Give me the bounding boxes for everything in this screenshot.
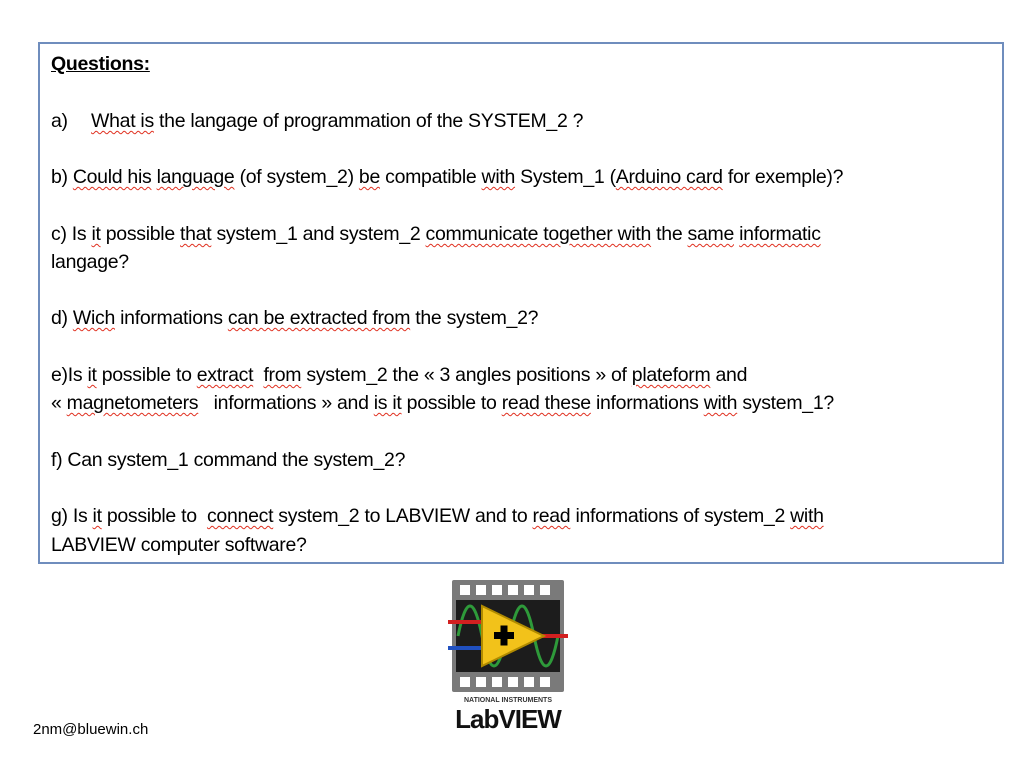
spell-underlined-text: with <box>790 505 824 527</box>
question-text <box>253 364 263 386</box>
spell-underlined-text: it <box>87 364 97 386</box>
question-text: g) Is <box>51 505 93 527</box>
spell-underlined-text: it <box>92 505 102 527</box>
question-text: possible <box>100 223 180 245</box>
question-text: (of system_2) <box>234 166 359 188</box>
question-text: e)Is <box>51 364 88 386</box>
questions-box <box>38 42 1004 564</box>
spell-underlined-text: that <box>180 223 212 245</box>
question-g-line-1 <box>51 504 824 528</box>
spell-underlined-text: communicate together with <box>425 223 652 245</box>
question-text: system_1? <box>737 392 834 414</box>
spell-underlined-text: it <box>91 223 101 245</box>
question-text: System_1 ( <box>515 166 616 188</box>
spell-underlined-text: magnetometers <box>66 392 199 414</box>
spell-underlined-text: with <box>703 392 738 414</box>
spell-underlined-text: is it <box>373 392 402 414</box>
question-text: possible to <box>96 364 197 386</box>
spell-underlined-text: be <box>358 166 380 188</box>
spell-underlined-text: read these <box>501 392 591 414</box>
spell-underlined-text: language <box>156 166 235 188</box>
labview-logo-graphic <box>444 576 572 736</box>
logo-brand-small: NATIONAL INSTRUMENTS <box>463 697 553 704</box>
spell-underlined-text: Could his <box>72 166 152 188</box>
question-text: b) <box>51 166 73 188</box>
question-d <box>51 306 538 330</box>
question-text: « <box>51 392 67 414</box>
spell-underlined-text: same <box>687 223 734 245</box>
question-text: the system_2? <box>410 307 539 329</box>
question-text: and <box>710 364 748 386</box>
spell-underlined-text: extract <box>196 364 254 386</box>
questions-title: Questions: <box>51 53 150 75</box>
labview-logo <box>444 576 572 736</box>
question-text: informations of system_2 <box>570 505 791 527</box>
question-b <box>51 165 843 189</box>
question-f: f) Can system_1 command the system_2? <box>51 449 406 471</box>
spell-underlined-text: read <box>532 505 571 527</box>
question-text: d) <box>51 307 73 329</box>
question-a <box>51 109 583 133</box>
question-text: for exemple)? <box>722 166 844 188</box>
footer-email: 2nm@bluewin.ch <box>33 721 149 738</box>
question-text: system_2 to LABVIEW and to <box>273 505 533 527</box>
question-text: compatible <box>380 166 482 188</box>
question-g-line-2: LABVIEW computer software? <box>51 534 307 556</box>
question-c-line-2: langage? <box>51 251 129 273</box>
question-a-label: a) <box>51 110 68 132</box>
question-e-line-2 <box>51 391 834 415</box>
question-c-line-1 <box>51 222 821 246</box>
spell-underlined-text: informatic <box>739 223 821 245</box>
spell-underlined-text: from <box>263 364 302 386</box>
question-text: informations <box>590 392 704 414</box>
question-e-line-1 <box>51 363 747 387</box>
spell-underlined-text: can be extracted from <box>227 307 411 329</box>
spell-underlined-text: with <box>481 166 516 188</box>
question-text: system_2 the « 3 angles positions » of <box>301 364 632 386</box>
spell-underlined-text: connect <box>206 505 274 527</box>
spell-underlined-text: plateform <box>631 364 711 386</box>
question-text: informations » and <box>198 392 374 414</box>
logo-brand-main: LabVIEW <box>455 704 561 734</box>
question-text: possible to <box>401 392 502 414</box>
spell-underlined-text: What is <box>91 110 154 132</box>
spell-underlined-text: Arduino card <box>615 166 723 188</box>
spell-underlined-text: Wich <box>72 307 115 329</box>
question-text: the <box>651 223 688 245</box>
question-a-text: the langage of programmation of the SYSTEM_2 ? <box>153 110 584 132</box>
question-text: c) Is <box>51 223 92 245</box>
question-text: informations <box>115 307 228 329</box>
question-text: system_1 and system_2 <box>211 223 426 245</box>
question-text: possible to <box>101 505 207 527</box>
